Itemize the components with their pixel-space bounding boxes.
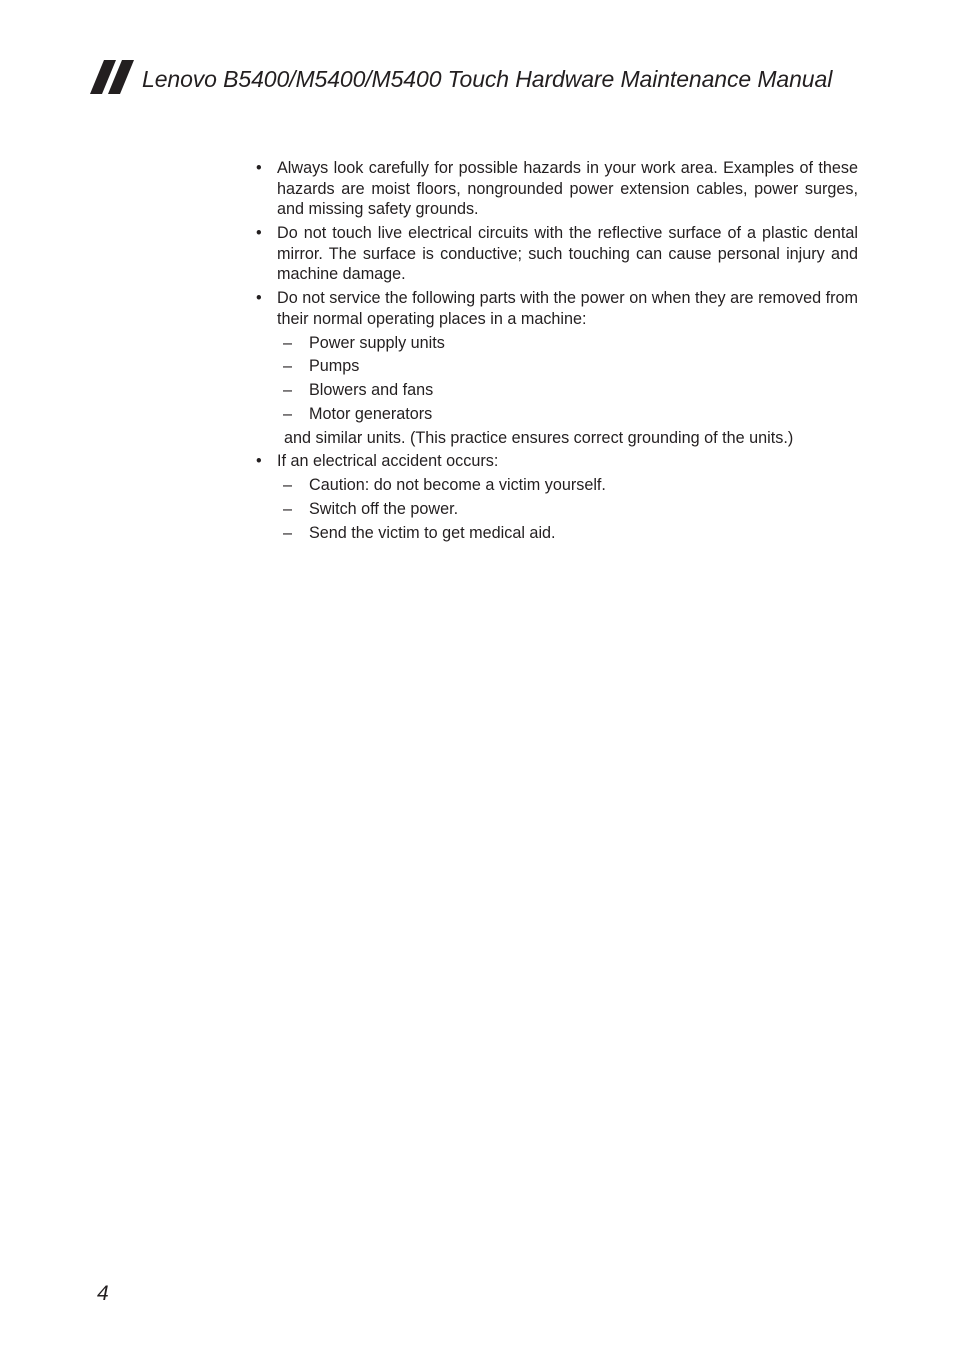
page-header bbox=[90, 58, 870, 98]
double-slash-logo-icon bbox=[90, 60, 136, 94]
bullet-mark: • bbox=[256, 224, 262, 242]
bullet-mark: • bbox=[256, 452, 262, 471]
sub-list-item bbox=[256, 333, 858, 354]
dash-mark: – bbox=[283, 524, 293, 543]
sub-item-text: Power supply units bbox=[309, 333, 445, 352]
dash-mark: – bbox=[283, 500, 293, 519]
bullet-mark: • bbox=[256, 159, 262, 177]
manual-title: Lenovo B5400/M5400/M5400 Touch Hardware Maintenance Manual bbox=[142, 66, 833, 92]
list-item-text: Do not service the following parts with the power on when they are removed from their normal operating places in a machine: bbox=[277, 289, 858, 328]
sub-list-item bbox=[256, 499, 858, 520]
sub-item-text: Switch off the power. bbox=[309, 500, 459, 519]
sub-list-item bbox=[256, 404, 858, 425]
list-item-text: Always look carefully for possible hazards in your work area. Examples of these hazards are moist floors, nongrounded power extension cables, power surges, and missing safety grounds. bbox=[277, 159, 858, 218]
list-item-text: Do not touch live electrical circuits with the reflective surface of a plastic dental mirror. The surface is conductive; such touching can cause personal injury and machine damage. bbox=[277, 224, 858, 283]
sub-list-item bbox=[256, 523, 858, 544]
sub-item-text: Motor generators bbox=[309, 404, 433, 423]
dash-mark: – bbox=[283, 381, 293, 400]
dash-mark: – bbox=[283, 476, 293, 495]
sub-list-item bbox=[256, 380, 858, 401]
list-item bbox=[256, 158, 858, 220]
dash-mark: – bbox=[283, 404, 293, 423]
sub-list-item bbox=[256, 475, 858, 496]
sub-item-text: Caution: do not become a victim yourself. bbox=[309, 476, 606, 495]
dash-mark: – bbox=[283, 357, 293, 376]
page-number: 4 bbox=[97, 1282, 109, 1305]
sub-item-text: Send the victim to get medical aid. bbox=[309, 524, 556, 543]
continuation-text: and similar units. (This practice ensures correct grounding of the units.) bbox=[284, 428, 794, 447]
list-item bbox=[256, 223, 858, 285]
sub-item-text: Blowers and fans bbox=[309, 381, 434, 400]
list-item bbox=[256, 451, 858, 472]
dash-mark: – bbox=[283, 333, 293, 352]
sub-list-item bbox=[256, 356, 858, 377]
list-item-text: If an electrical accident occurs: bbox=[277, 452, 499, 471]
sub-item-text: Pumps bbox=[309, 357, 360, 376]
safety-list bbox=[256, 158, 858, 547]
list-item bbox=[256, 288, 858, 329]
bullet-mark: • bbox=[256, 289, 262, 307]
